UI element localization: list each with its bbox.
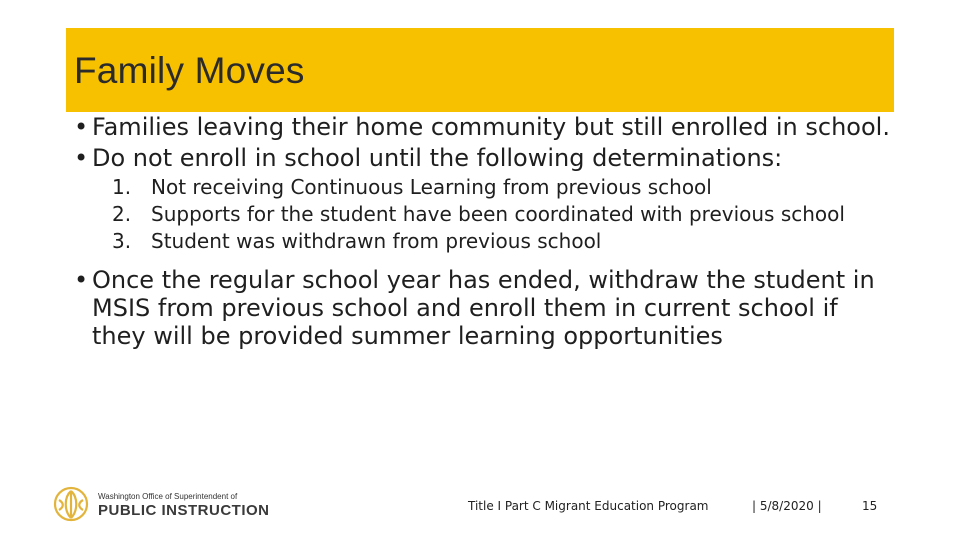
bullet-marker: •	[74, 113, 89, 141]
ospi-logo	[52, 485, 282, 525]
bullet-text: Do not enroll in school until the following determinations:	[92, 144, 783, 172]
bullet-item	[72, 114, 892, 141]
list-item	[72, 203, 892, 225]
bullet-marker: •	[74, 266, 89, 294]
slide-content	[72, 114, 892, 354]
list-text: Supports for the student have been coordinated with previous school	[151, 202, 845, 226]
bullet-text: Families leaving their home community but still enrolled in school.	[92, 113, 890, 141]
logo-line1: Washington Office of Superintendent of	[98, 492, 238, 501]
list-item	[72, 230, 892, 252]
list-number: 2.	[112, 202, 132, 226]
list-text: Not receiving Continuous Learning from previous school	[151, 175, 712, 199]
footer-date: | 5/8/2020 |	[752, 499, 822, 513]
list-text: Student was withdrawn from previous school	[151, 229, 602, 253]
title-bar	[66, 28, 894, 112]
logo-line2: PUBLIC INSTRUCTION	[98, 502, 270, 519]
determinations-list	[72, 176, 892, 252]
bullet-item	[72, 266, 892, 350]
slide-title: Family Moves	[74, 50, 305, 91]
list-number: 3.	[112, 229, 132, 253]
footer-program: Title I Part C Migrant Education Program	[468, 499, 709, 513]
page-number: 15	[862, 499, 878, 513]
wheat-sun-icon	[52, 485, 90, 523]
list-item	[72, 176, 892, 198]
bullet-marker: •	[74, 144, 89, 172]
bullet-text: Once the regular school year has ended, withdraw the student in MSIS from previous school and enroll them in current school if they will be provided summer learning opportunities	[92, 266, 875, 350]
list-number: 1.	[112, 175, 132, 199]
bullet-item	[72, 145, 892, 172]
